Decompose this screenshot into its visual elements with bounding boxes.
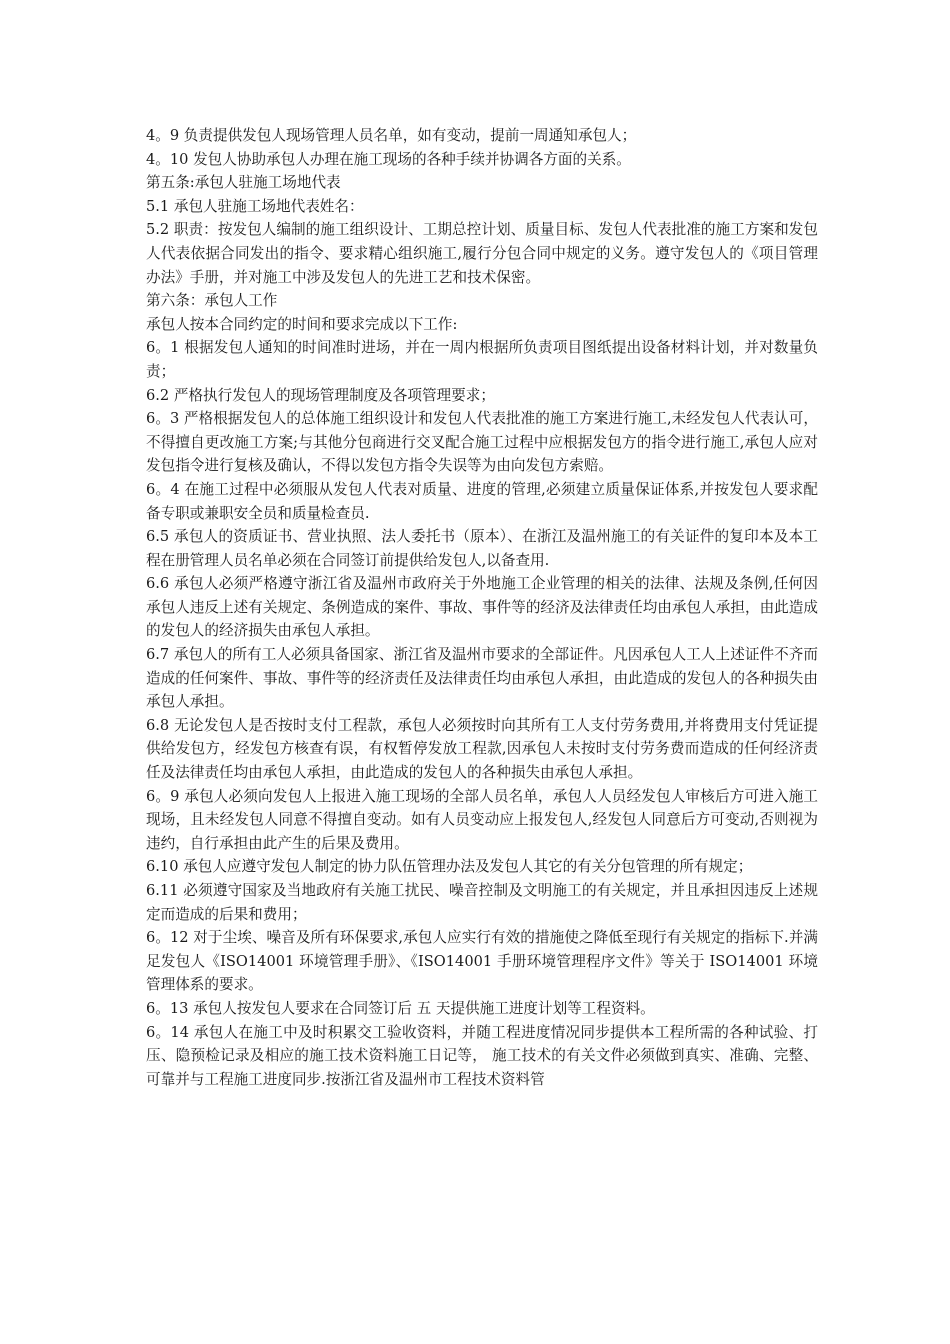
clause-6-5: 6.5 承包人的资质证书、营业执照、法人委托书（原本）、在浙江及温州施工的有关证件的复印本及本工程在册管理人员名单必须在合同签订前提供给发包人,以备查用. (146, 528, 818, 569)
article-6-intro: 承包人按本合同约定的时间和要求完成以下工作: (146, 315, 458, 333)
article-6-heading: 第六条：承包人工作 (146, 292, 278, 310)
clause-6-8: 6.8 无论发包人是否按时支付工程款，承包人必须按时向其所有工人支付劳务费用,并将费用支付凭证提供给发包方，经发包方核查有误，有权暂停发放工程款,因承包人未按时支付劳务费而造成的任何经济责任及法律责任均由承包人承担，由此造成的发包人的各种损失由承包人承担。 (146, 716, 818, 782)
clause-6-2: 6.2 严格执行发包人的现场管理制度及各项管理要求； (146, 386, 495, 404)
clause-6-4: 6。4 在施工过程中必须服从发包人代表对质量、进度的管理,必须建立质量保证体系,并按发包人要求配备专职或兼职安全员和质量检查员. (146, 480, 818, 522)
clause-5-2: 5.2 职责：按发包人编制的施工组织设计、工期总控计划、质量目标、发包人代表批准的施工方案和发包人代表依据合同发出的指令、要求精心组织施工,履行分包合同中规定的义务。遵守发包人的《项目管理办法》手册，并对施工中涉及发包人的先进工艺和技术保密。 (146, 221, 818, 286)
clause-6-12: 6。12 对于尘埃、噪音及所有环保要求,承包人应实行有效的措施使之降低至现行有关规定的指标下.并满足发包人《ISO14001 环境管理手册》、《ISO14001 手册环境管理程序文件》等关于 ISO14001 环境管理体系的要求。 (146, 929, 818, 994)
document-body (146, 124, 818, 1091)
clause-4-9: 4。9 负责提供发包人现场管理人员名单，如有变动，提前一周通知承包人； (146, 127, 637, 144)
clause-6-3: 6。3 严格根据发包人的总体施工组织设计和发包人代表批准的施工方案进行施工,未经发包人代表认可，不得擅自更改施工方案;与其他分包商进行交叉配合施工过程中应根据发包方的指令进行施工,承包人应对发包指令进行复核及确认，不得以发包方指令失误等为由向发包方索赔。 (146, 410, 818, 475)
clause-6-13: 6。13 承包人按发包人要求在合同签订后 五 天提供施工进度计划等工程资料。 (146, 999, 655, 1017)
clause-6-6: 6.6 承包人必须严格遵守浙江省及温州市政府关于外地施工企业管理的相关的法律、法规及条例,任何因承包人违反上述有关规定、条例造成的案件、事故、事件等的经济及法律责任均由承包人承担，由此造成的发包人的经济损失由承包人承担。 (146, 575, 818, 640)
clause-6-7: 6.7 承包人的所有工人必须具备国家、浙江省及温州市要求的全部证件。凡因承包人工人上述证件不齐而造成的任何案件、事故、事件等的经济责任及法律责任均由承包人承担，由此造成的发包人的各种损失由承包人承担。 (146, 646, 818, 711)
clause-6-11: 6.11 必须遵守国家及当地政府有关施工扰民、噪音控制及文明施工的有关规定，并且承担因违反上述规定而造成的后果和费用； (146, 882, 818, 923)
clause-6-1: 6。1 根据发包人通知的时间准时进场，并在一周内根据所负责项目图纸提出设备材料计划，并对数量负责； (146, 339, 818, 380)
clause-6-10: 6.10 承包人应遵守发包人制定的协力队伍管理办法及发包人其它的有关分包管理的所有规定； (146, 858, 753, 876)
article-5-heading: 第五条:承包人驻施工场地代表 (146, 174, 341, 192)
clause-6-14: 6。14 承包人在施工中及时积累交工验收资料，并随工程进度情况同步提供本工程所需的各种试验、打压、隐预检记录及相应的施工技术资料施工日记等， 施工技术的有关文件必须做到真实、准确、完整、可靠并与工程施工进度同步.按浙江省及温州市工程技术资料管 (146, 1023, 818, 1088)
clause-6-9: 6。9 承包人必须向发包人上报进入施工现场的全部人员名单，承包人人员经发包人审核后方可进入施工现场，且未经发包人同意不得擅自变动。如有人员变动应上报发包人,经发包人同意后方可变动,否则视为违约，自行承担由此产生的后果及费用。 (146, 787, 818, 852)
clause-5-1: 5.1 承包人驻施工场地代表姓名： (146, 197, 364, 215)
clause-4-10: 4。10 发包人协助承包人办理在施工现场的各种手续并协调各方面的关系。 (146, 150, 631, 168)
